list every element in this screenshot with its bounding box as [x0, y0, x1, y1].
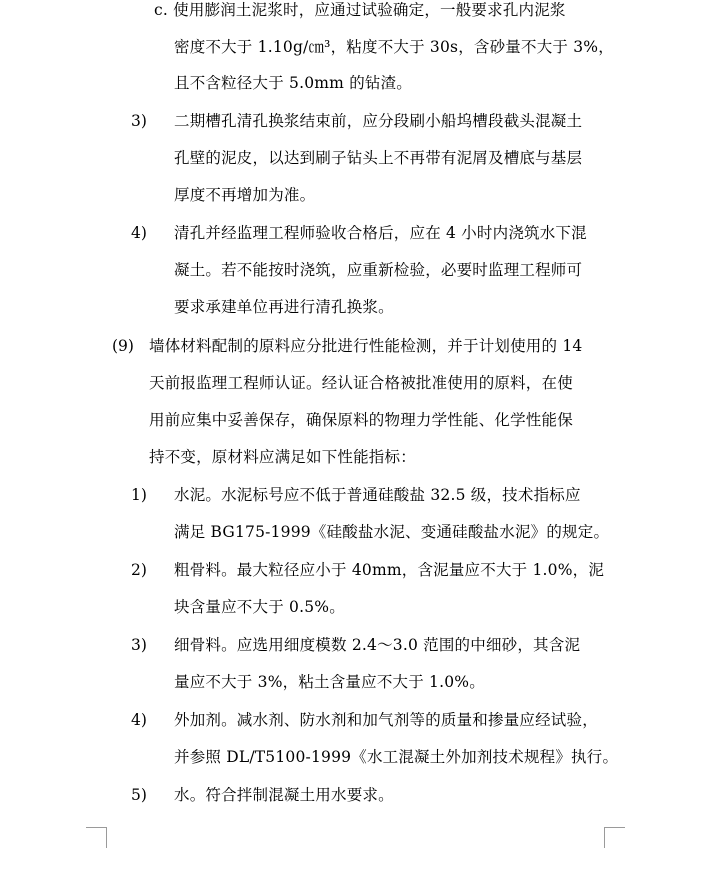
- page-corner-mark-right: [604, 827, 625, 848]
- item-3a-line-3: 厚度不再增加为准。: [174, 186, 316, 204]
- item-2-line-1: 粗骨料。最大粒径应小于 40mm，含泥量应不大于 1.0%，泥: [174, 561, 605, 579]
- item-3a-line-2: 孔壁的泥皮，以达到刷子钻头上不再带有泥屑及槽底与基层: [174, 149, 583, 167]
- item-4a-line-3: 要求承建单位再进行清孔换浆。: [174, 298, 394, 316]
- item-5-line-1: 水。符合拌制混凝土用水要求。: [174, 786, 394, 804]
- section-9-line-1: 墙体材料配制的原料应分批进行性能检测，并于计划使用的 14: [149, 337, 583, 355]
- list-marker-3b: 3): [131, 636, 147, 654]
- list-marker-2: 2): [131, 561, 147, 579]
- page-corner-mark-left: [86, 827, 107, 848]
- list-marker-3a: 3): [131, 112, 147, 130]
- item-c-line-1: c. 使用膨润土泥浆时，应通过试验确定，一般要求孔内泥浆: [154, 1, 566, 19]
- item-4a-line-2: 凝土。若不能按时浇筑，应重新检验，必要时监理工程师可: [174, 261, 583, 279]
- item-1-line-1: 水泥。水泥标号应不低于普通硅酸盐 32.5 级，技术指标应: [174, 486, 581, 504]
- item-4b-line-2: 并参照 DL/T5100-1999《水工混凝土外加剂技术规程》执行。: [174, 748, 619, 766]
- section-9-line-3: 用前应集中妥善保存，确保原料的物理力学性能、化学性能保: [149, 411, 573, 429]
- item-3b-line-1: 细骨料。应选用细度模数 2.4～3.0 范围的中细砂，其含泥: [174, 636, 581, 654]
- item-4a-line-1: 清孔并经监理工程师验收合格后，应在 4 小时内浇筑水下混: [174, 224, 587, 242]
- list-marker-1: 1): [131, 486, 147, 504]
- section-9-line-2: 天前报监理工程师认证。经认证合格被批准使用的原料，在使: [149, 374, 573, 392]
- list-marker-5: 5): [131, 786, 147, 804]
- list-marker-4a: 4): [131, 224, 147, 242]
- item-c-line-2: 密度不大于 1.10g/㎝³，粘度不大于 30s，含砂量不大于 3%，: [174, 38, 614, 56]
- item-3b-line-2: 量应不大于 3%，粘土含量应不大于 1.0%。: [174, 673, 485, 691]
- list-marker-4b: 4): [131, 711, 147, 729]
- item-1-line-2: 满足 BG175-1999《硅酸盐水泥、变通硅酸盐水泥》的规定。: [174, 523, 610, 541]
- section-9-line-4: 持不变，原材料应满足如下性能指标：: [149, 448, 416, 466]
- item-c-line-3: 且不含粒径大于 5.0mm 的钻渣。: [174, 74, 413, 92]
- section-marker-9: (9): [112, 337, 134, 355]
- item-4b-line-1: 外加剂。减水剂、防水剂和加气剂等的质量和掺量应经试验，: [174, 711, 598, 729]
- item-2-line-2: 块含量应不大于 0.5%。: [174, 598, 345, 616]
- item-3a-line-1: 二期槽孔清孔换浆结束前，应分段刷小船坞槽段截头混凝土: [174, 112, 583, 130]
